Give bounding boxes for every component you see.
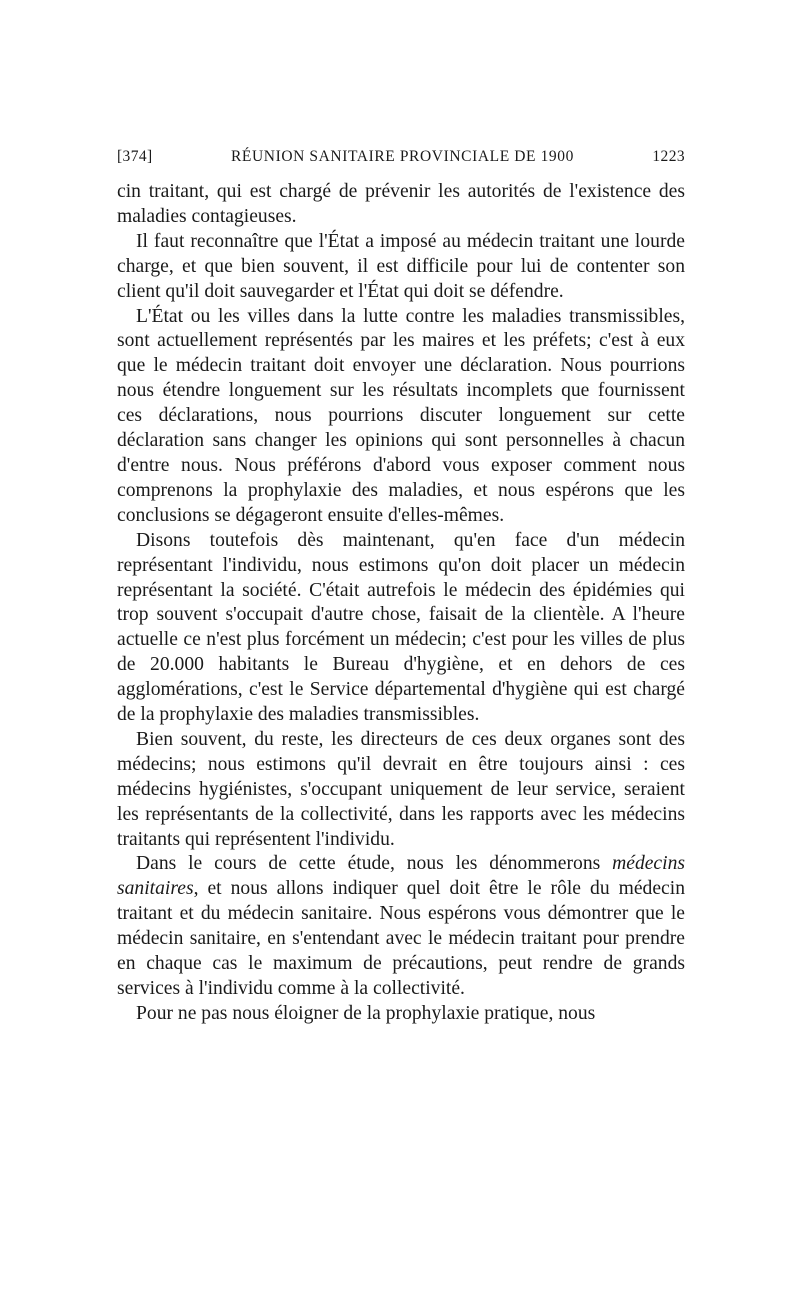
paragraph: Il faut reconnaître que l'État a imposé au médecin traitant une lourde charge, et que bien souvent, il est difficile pour lui de contenter son client qu'il doit sauvegarder et l'État qui doit se défendre.	[117, 230, 685, 302]
italic-term: médecins sanitaires	[117, 853, 685, 900]
running-title: RÉUNION SANITAIRE PROVINCIALE DE 1900	[230, 148, 574, 165]
page-number: 1223	[652, 148, 685, 165]
paragraph-text: , et nous allons indiquer quel doit être le rôle du médecin traitant et du médecin sanitaire. Nous espérons vous démontrer que le médecin sanitaire, en s'entendant avec le médecin traitant pour prendre en chaque cas le maximum de précautions, peut rendre de grands services à l'individu comme à la collectivité.	[117, 878, 685, 999]
paragraph: Disons toutefois dès maintenant, qu'en face d'un médecin représentant l'individu, nous estimons qu'on doit placer un médecin représentant la société. C'était autrefois le médecin des épidémies qui trop souvent s'occupait d'autre chose, faisait de la clientèle. A l'heure actuelle ce n'est plus forcément un médecin; c'est pour les villes de plus de 20.000 habitants le Bureau d'hygiène, et en dehors de ces agglomérations, c'est le Service départemental d'hygiène qui est chargé de la prophylaxie des maladies transmissibles.	[117, 529, 685, 726]
paragraph	[117, 852, 685, 1001]
body-text	[117, 180, 685, 1027]
book-page	[117, 148, 685, 1027]
paragraph: Bien souvent, du reste, les directeurs de ces deux organes sont des médecins; nous estimons qu'il devrait en être toujours ainsi : ces médecins hygiénistes, s'occupant uniquement de leur service, seraient les représentants de la collectivité, dans les rapports avec les médecins traitants qui représentent l'individu.	[117, 728, 685, 850]
paragraph-continuation: cin traitant, qui est chargé de prévenir les autorités de l'existence des maladies contagieuses.	[117, 181, 685, 227]
paragraph-last-line: Pour ne pas nous éloigner de la prophylaxie pratique, nous	[136, 1002, 596, 1024]
running-header	[117, 148, 685, 174]
section-marker: [374]	[117, 148, 153, 165]
paragraph-text: Dans le cours de cette étude, nous les dénommerons	[136, 853, 613, 875]
paragraph: L'État ou les villes dans la lutte contre les maladies transmissibles, sont actuellement représentés par les maires et les préfets; c'est à eux que le médecin traitant doit envoyer une déclaration. Nous pourrions nous étendre longuement sur les résultats incomplets que fournissent ces déclarations, nous pourrions discuter longuement sur cette déclaration sans changer les opinions qui sont personnelles à chacun d'entre nous. Nous préférons d'abord vous exposer comment nous comprenons la prophylaxie des maladies, et nous espérons que les conclusions se dégageront ensuite d'elles-mêmes.	[117, 305, 685, 526]
